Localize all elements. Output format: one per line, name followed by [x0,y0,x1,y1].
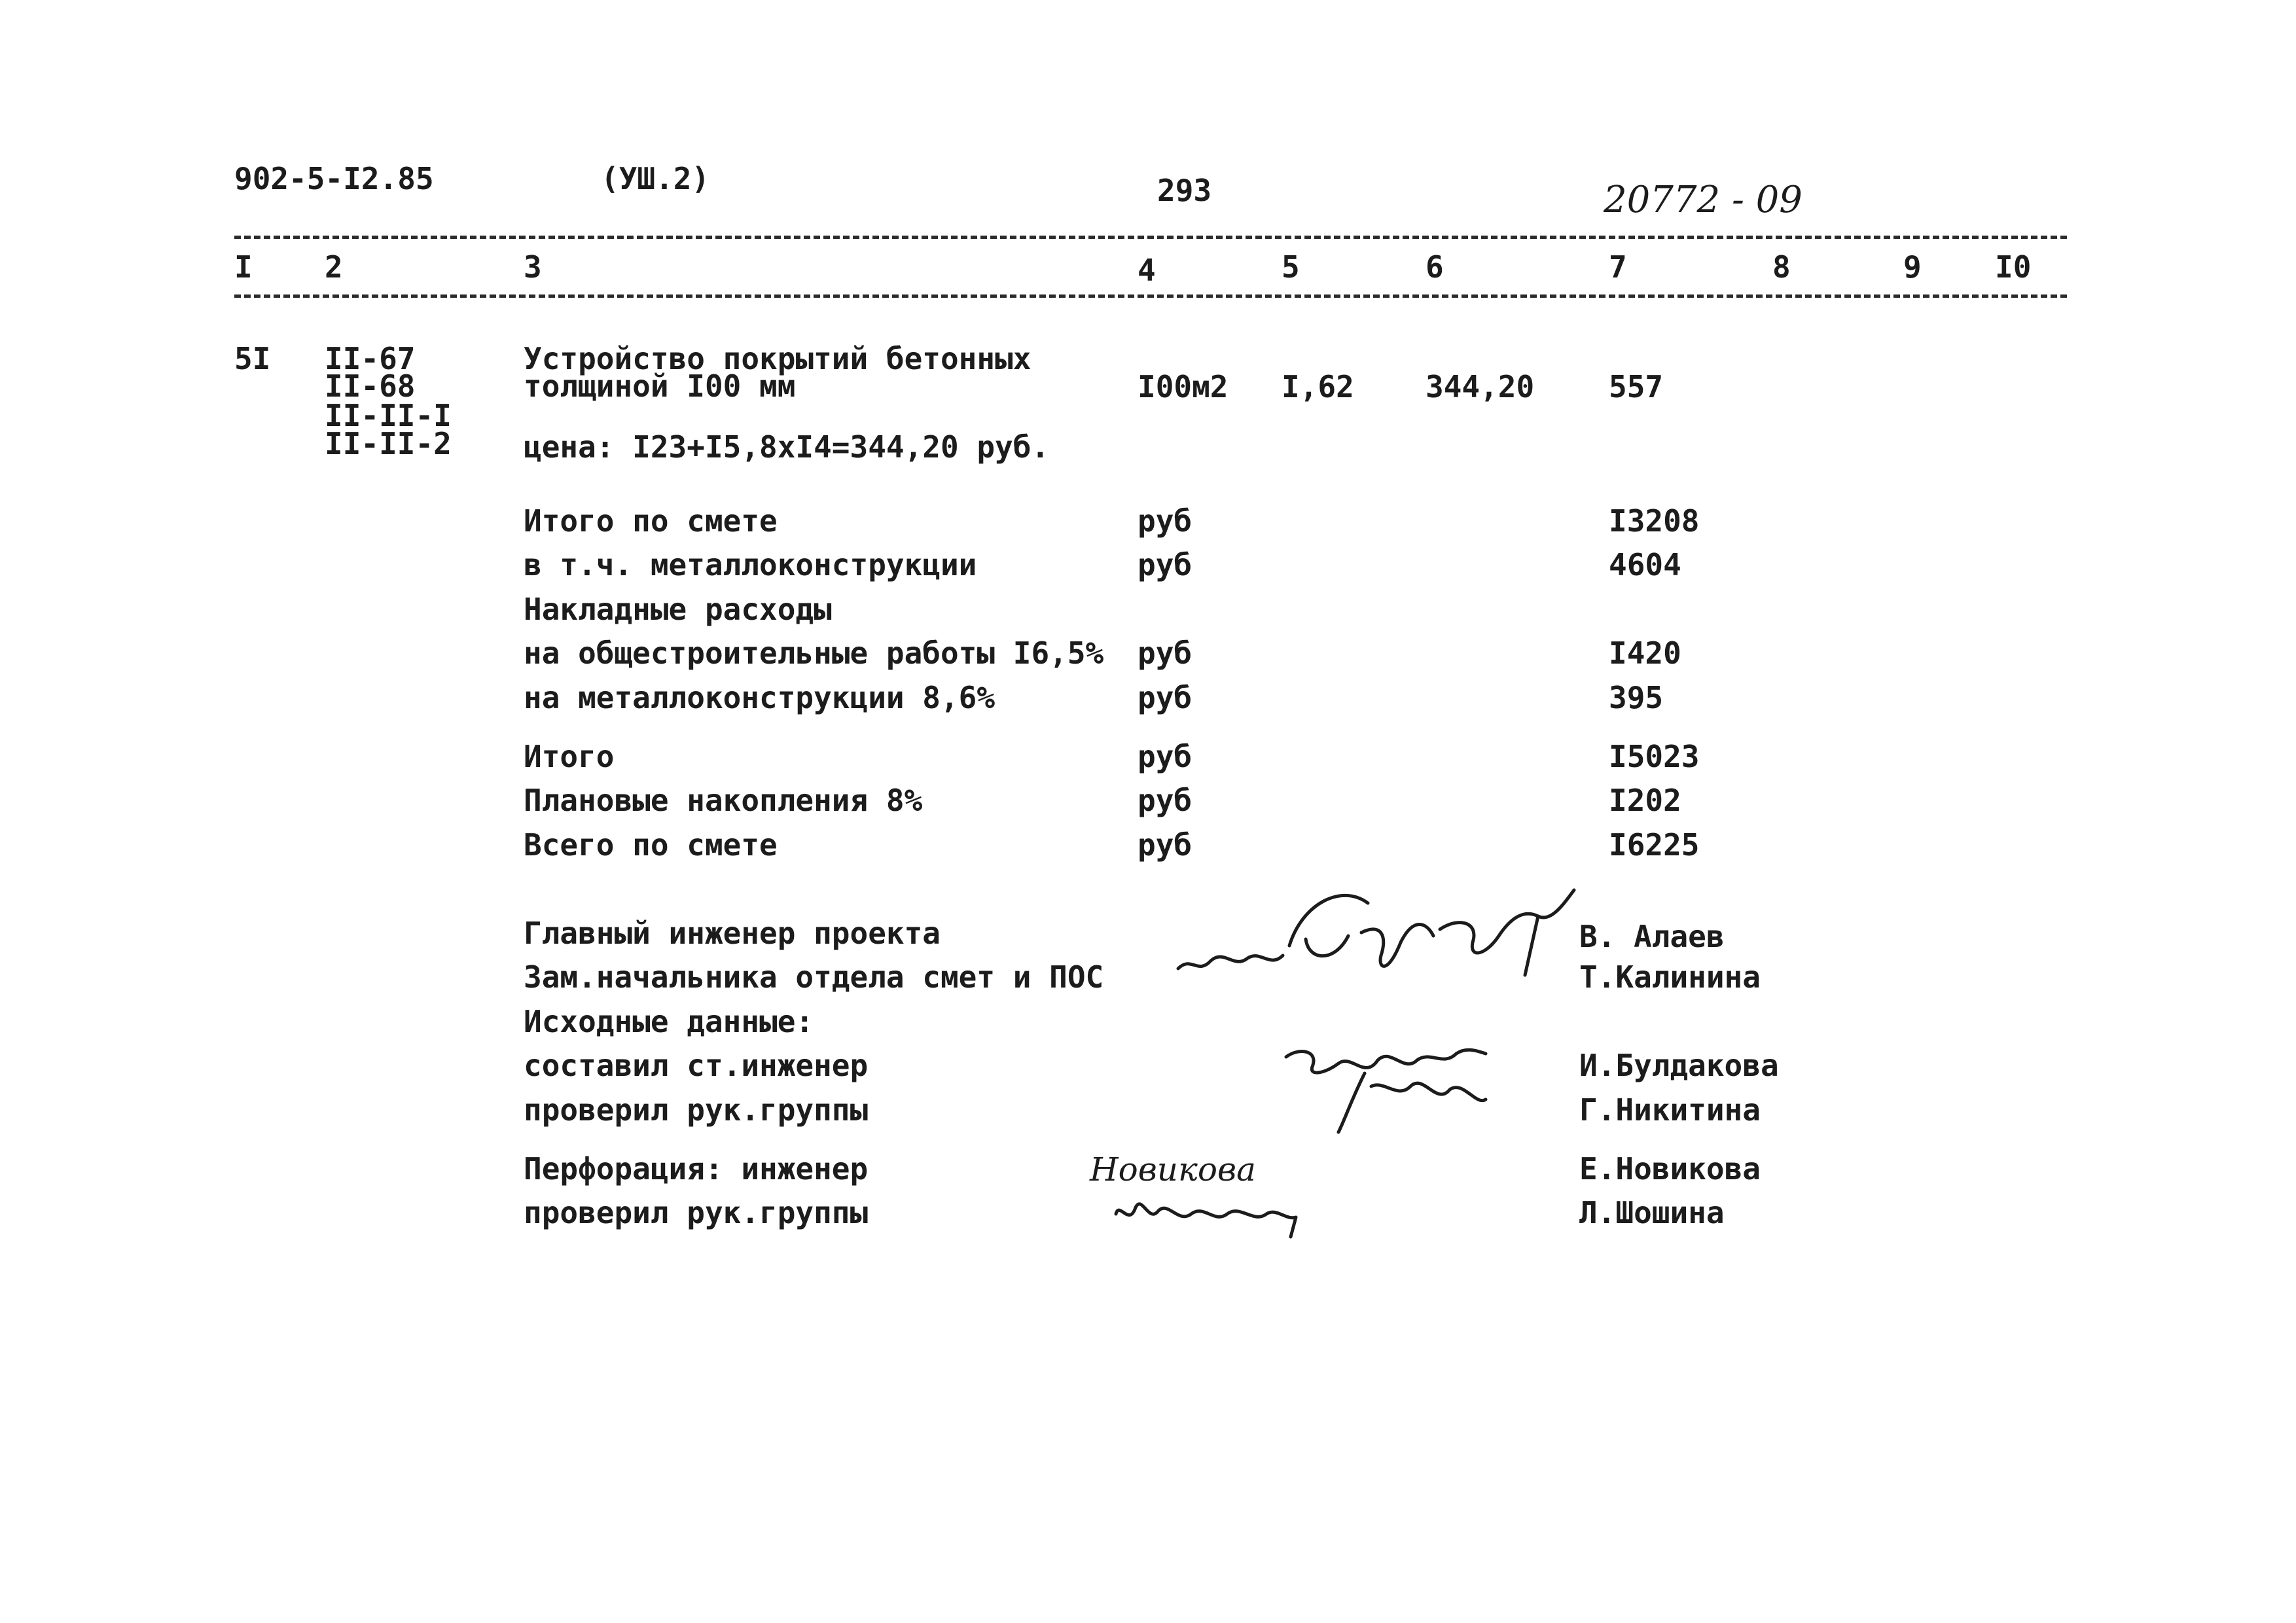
item-description-line-2: толщиной I00 мм [524,368,796,404]
summary-label: на общестроительные работы I6,5% [524,635,1104,671]
summary-label: Всего по смете [524,827,778,863]
column-header-5: 5 [1282,249,1300,285]
signatory-name: Л.Шошина [1579,1195,1725,1230]
column-header-9: 9 [1903,249,1922,285]
signatory-name: Е.Новикова [1579,1151,1761,1186]
column-header-8: 8 [1772,249,1791,285]
archive-number: 20772 - 09 [1604,179,1803,221]
signatory-name: В. Алаев [1579,919,1725,954]
summary-value: 395 [1609,680,1664,715]
column-header-4: 4 [1138,253,1156,288]
column-header-6: 6 [1426,249,1444,285]
signature-chief-engineer [1172,877,1590,995]
header-top-rule [234,236,2067,239]
item-number: 5I [234,341,271,376]
handwritten-novikova: Новикова [1090,1150,1256,1188]
summary-unit: руб [1138,503,1193,539]
signature-buldakova [1273,1034,1489,1139]
summary-unit: руб [1138,680,1193,715]
signatory-name: Г.Никитина [1579,1092,1761,1128]
summary-value: I202 [1609,783,1681,818]
summary-unit: руб [1138,547,1193,582]
item-price-note: цена: I23+I5,8xI4=344,20 руб. [524,429,1050,465]
summary-label: Итого [524,739,615,774]
item-unit: I00м2 [1138,369,1229,404]
item-unit-price: 344,20 [1426,369,1535,404]
signatory-role: Перфорация: инженер [524,1151,869,1186]
item-total: 557 [1609,369,1664,404]
column-header-1: I [234,249,253,285]
signatory-role: Главный инженер проекта [524,916,941,951]
item-code-1: II-67 [325,341,416,376]
column-header-7: 7 [1609,249,1627,285]
summary-value: 4604 [1609,547,1681,582]
column-header-2: 2 [325,249,343,285]
column-header-3: 3 [524,249,542,285]
signatory-role: проверил рук.группы [524,1092,869,1128]
summary-unit: руб [1138,827,1193,863]
item-code-4: II-II-2 [325,426,452,461]
signatory-role: составил ст.инженер [524,1048,869,1083]
summary-value: I6225 [1609,827,1700,863]
summary-label: Плановые накопления 8% [524,783,923,818]
item-code-2: II-68 [325,368,416,404]
signatory-name: Т.Калинина [1579,959,1761,995]
summary-label: Накладные расходы [524,592,832,627]
header-bottom-rule [234,294,2067,298]
summary-value: I3208 [1609,503,1700,539]
signatory-role: Зам.начальника отдела смет и ПОС [524,959,1104,995]
summary-label: в т.ч. металлоконструкции [524,547,977,582]
signatory-role: Исходные данные: [524,1004,814,1039]
document-code: 902-5-I2.85 [234,161,434,196]
column-header-10: I0 [1995,249,2032,285]
summary-label: на металлоконструкции 8,6% [524,680,996,715]
section-label: (УШ.2) [601,161,710,196]
summary-value: I420 [1609,635,1681,671]
signatory-name: И.Булдакова [1579,1048,1779,1083]
signature-shoshina [1106,1188,1302,1240]
page-number: 293 [1157,173,1212,208]
summary-unit: руб [1138,783,1193,818]
summary-label: Итого по смете [524,503,778,539]
item-description-line-1: Устройство покрытий бетонных [524,341,1031,376]
signatory-role: проверил рук.группы [524,1195,869,1230]
summary-unit: руб [1138,635,1193,671]
summary-value: I5023 [1609,739,1700,774]
item-code-3: II-II-I [325,398,452,433]
item-quantity: I,62 [1282,369,1354,404]
summary-unit: руб [1138,739,1193,774]
